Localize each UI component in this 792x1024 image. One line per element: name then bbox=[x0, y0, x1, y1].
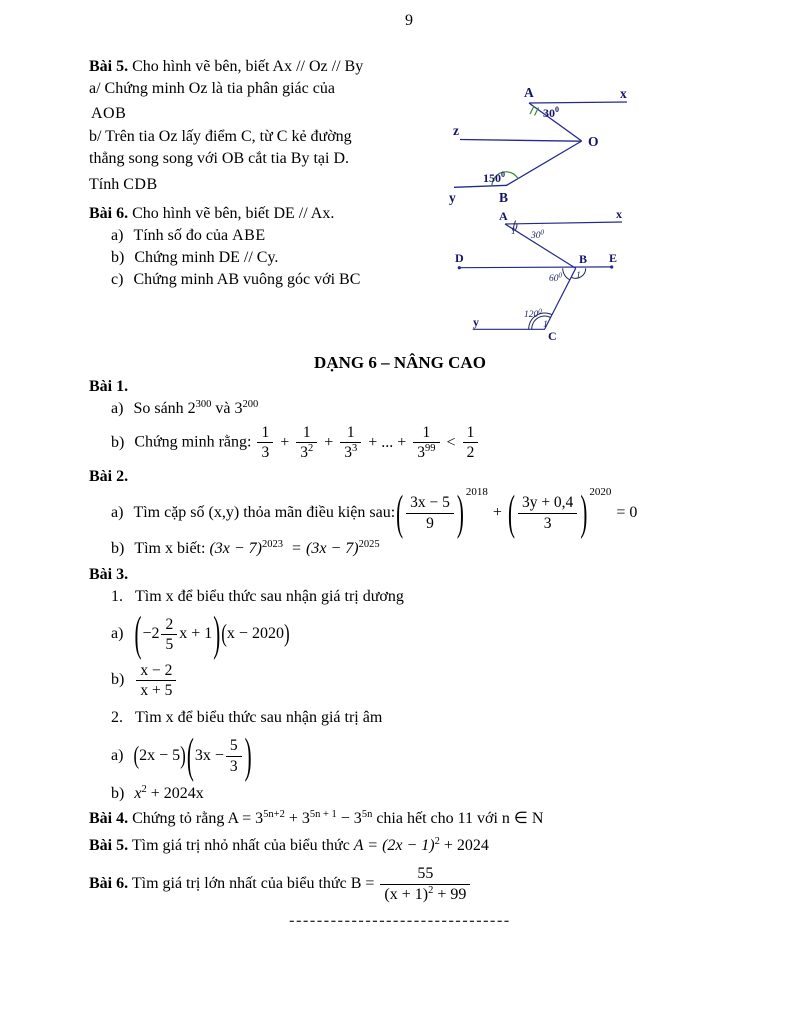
text: Tìm giá trị lớn nhất của biểu thức bbox=[131, 875, 347, 893]
fig1-label-x: x bbox=[620, 86, 627, 101]
bai5-item-a: a/ Chứng minh Oz là tia phân giác của bbox=[89, 80, 335, 97]
fig1-ray-yb bbox=[454, 185, 507, 187]
fig1-label-A: A bbox=[524, 85, 534, 100]
bai3-item-d bbox=[89, 783, 711, 805]
fraction: $\frac{55}{(x + 1)^2 + 99}$ bbox=[380, 865, 470, 904]
exponent: 2 bbox=[434, 836, 440, 848]
paren-glyph: ( bbox=[396, 484, 404, 540]
term: −2 bbox=[142, 625, 160, 643]
fig2-angle1-at-C: 1 bbox=[543, 320, 548, 330]
paren-group bbox=[133, 606, 221, 662]
bai5-tinh-line bbox=[89, 174, 451, 196]
bai1-label: Bài 1. bbox=[89, 378, 129, 395]
bai5-intro-line bbox=[89, 56, 451, 78]
dang6-section bbox=[89, 352, 711, 930]
fig1-angle-150: $150^0$ bbox=[483, 170, 505, 185]
fig1-label-z: z bbox=[453, 123, 459, 138]
item-b-text: Chứng minh DE // Cy. bbox=[134, 249, 279, 266]
term: x + 1 bbox=[179, 625, 213, 643]
fig2-line-de bbox=[459, 267, 611, 268]
bai6b-label: Bài 6. bbox=[89, 875, 129, 893]
paren-power-group bbox=[507, 484, 612, 540]
bai3-part1 bbox=[89, 586, 711, 608]
dashed-separator: -------------------------------- bbox=[289, 911, 511, 929]
angle-cdb: CDB bbox=[123, 176, 158, 193]
fraction: $\frac{1}{3^{99}}$ bbox=[413, 424, 439, 462]
and-word: và bbox=[215, 400, 231, 417]
exponent: 5n bbox=[361, 809, 373, 821]
bai5-label: Bài 5. bbox=[89, 58, 129, 75]
fig2-angle-30: $30^0$ bbox=[531, 228, 544, 241]
tinh-label: Tính bbox=[89, 176, 120, 193]
part-text: Tìm x để biểu thức sau nhận giá trị âm bbox=[135, 709, 383, 727]
page-number: 9 bbox=[405, 12, 413, 29]
bai4-line bbox=[89, 808, 711, 830]
bai5-item-b-line1: b/ Trên tia Oz lấy điểm C, từ C kẻ đường bbox=[89, 128, 352, 145]
fraction: $\frac{1}{2}$ bbox=[463, 424, 479, 462]
item-text: So sánh bbox=[133, 400, 184, 417]
fig1-ray-ax bbox=[529, 102, 627, 103]
bai1-item-a bbox=[89, 398, 711, 420]
part-number: 2. bbox=[111, 709, 123, 727]
bai5-item-b-line2: thẳng song song với OB cắt tia By tại D. bbox=[89, 150, 349, 167]
fig2-label-E: E bbox=[609, 251, 618, 265]
bai5b-line bbox=[89, 835, 711, 857]
paren-glyph: ) bbox=[180, 740, 186, 770]
plus-op: + bbox=[324, 433, 334, 451]
fig1-segment-ob bbox=[506, 141, 582, 186]
bai3-item-b bbox=[89, 662, 711, 700]
paren-glyph: ) bbox=[213, 606, 221, 662]
plus-op: + bbox=[492, 503, 502, 521]
bai2-item-a bbox=[89, 484, 711, 540]
exponent: 2020 bbox=[589, 485, 612, 498]
fraction: $\frac{1}{3^2}$ bbox=[296, 424, 317, 462]
equals-op: = bbox=[292, 539, 302, 557]
paren-glyph: ) bbox=[456, 484, 464, 540]
fig2-label-D: D bbox=[455, 251, 464, 265]
variable: x bbox=[134, 785, 142, 803]
item-number: a) bbox=[111, 503, 124, 521]
item-text: Chứng minh rằng: bbox=[134, 433, 252, 451]
paren-glyph: ( bbox=[186, 727, 194, 783]
fraction: $\frac{1}{3^3}$ bbox=[340, 424, 361, 462]
item-text: Tìm cặp số (x,y) thỏa mãn điều kiện sau: bbox=[133, 503, 396, 521]
bai6-intro-line bbox=[89, 203, 451, 225]
equals-zero: = 0 bbox=[616, 503, 638, 521]
paren-glyph: ( bbox=[134, 606, 142, 662]
bai6-label: Bài 6. bbox=[89, 205, 129, 222]
n-in-N: n ∈ N bbox=[501, 810, 544, 828]
bai6b-line bbox=[89, 865, 711, 904]
term: + 2024x bbox=[150, 785, 204, 803]
fig1-tick-1 bbox=[530, 106, 534, 114]
bai6-block bbox=[89, 203, 451, 291]
figure-1-parallel-lines bbox=[440, 82, 740, 207]
item-number: a) bbox=[111, 746, 124, 764]
paren-glyph: ) bbox=[283, 619, 290, 648]
figure-2-parallel-lines bbox=[440, 200, 740, 348]
fig2-angle1-at-B: 1 bbox=[576, 271, 581, 281]
fig1-ray-zo bbox=[460, 140, 581, 142]
text: chia hết cho 11 với bbox=[376, 810, 498, 828]
fig1-label-y: y bbox=[449, 190, 456, 205]
power-2-300: $2^{300}$ bbox=[187, 399, 212, 417]
exponent: 5n + 1 bbox=[309, 809, 337, 821]
fig2-ray-ax bbox=[505, 222, 622, 224]
less-than-op: < bbox=[446, 433, 456, 451]
expr: A = (2x − 1) bbox=[353, 837, 435, 855]
fig2-arc-60 bbox=[563, 268, 570, 280]
fig1-label-B: B bbox=[499, 190, 509, 205]
bai1-item-b bbox=[89, 424, 711, 462]
paren-power-group bbox=[395, 484, 488, 540]
exponent: 2023 bbox=[262, 538, 283, 550]
bai2-item-b bbox=[89, 538, 711, 560]
fraction: $\frac{x - 2}{x + 5}$ bbox=[136, 662, 176, 700]
bai3-item-c bbox=[89, 727, 711, 783]
paren-group bbox=[133, 740, 186, 770]
fraction: $\frac{1}{3}$ bbox=[257, 424, 273, 462]
paren-glyph: ) bbox=[580, 484, 588, 540]
dang6-heading: DẠNG 6 – NÂNG CAO bbox=[314, 353, 486, 372]
fig2-label-x: x bbox=[616, 207, 622, 221]
ellipsis-op: + ... + bbox=[368, 433, 407, 451]
item-number: b) bbox=[111, 433, 125, 451]
exponent: 2018 bbox=[465, 485, 488, 498]
lhs: B = bbox=[350, 875, 375, 893]
bai4-label: Bài 4. bbox=[89, 810, 129, 828]
bai5-block bbox=[89, 56, 451, 196]
expr: (3x − 7) bbox=[209, 539, 262, 557]
exponent: 2025 bbox=[358, 538, 380, 550]
bai3-part2 bbox=[89, 707, 711, 729]
bai5-intro: Cho hình vẽ bên, biết Ax // Oz // By bbox=[132, 58, 364, 75]
bai3-item-a bbox=[89, 606, 711, 662]
part-number: 1. bbox=[111, 587, 123, 605]
fig2-angle-120: $120^0$ bbox=[524, 307, 542, 320]
text: Tìm giá trị nhỏ nhất của biểu thức bbox=[131, 837, 350, 855]
fraction: $\frac{5}{3}$ bbox=[226, 737, 242, 775]
paren-glyph: ( bbox=[221, 619, 227, 648]
bai6-item-c bbox=[89, 269, 451, 291]
item-a-number: a) bbox=[111, 227, 124, 244]
plus-op: + bbox=[280, 433, 290, 451]
item-c-number: c) bbox=[111, 271, 124, 288]
bai6-item-b bbox=[89, 247, 451, 269]
term: x − 2020 bbox=[226, 625, 284, 643]
item-number: a) bbox=[111, 625, 124, 643]
fig2-point-E bbox=[610, 265, 613, 268]
paren-glyph: ( bbox=[507, 484, 515, 540]
item-number: b) bbox=[111, 785, 125, 803]
paren-group bbox=[186, 727, 253, 783]
fig2-angle1-at-A: 1 bbox=[511, 227, 516, 237]
fig1-angle-30: $30^0$ bbox=[543, 105, 559, 120]
item-c-text: Chứng minh AB vuông góc với BC bbox=[133, 271, 361, 288]
term: + 2024 bbox=[443, 837, 489, 855]
text: Chứng tỏ rằng A = 3 bbox=[132, 810, 264, 828]
bai3-label: Bài 3. bbox=[89, 565, 129, 583]
paren-glyph: ) bbox=[244, 727, 252, 783]
bai6-item-a bbox=[89, 225, 451, 247]
term: 2x − 5 bbox=[139, 746, 181, 764]
fraction: $\frac{3y + 0,4}{3}$ bbox=[518, 494, 577, 532]
paren-glyph: ( bbox=[133, 740, 140, 770]
item-b-number: b) bbox=[111, 249, 125, 266]
angle-aob: AOB bbox=[91, 105, 127, 122]
fig2-label-A: A bbox=[499, 209, 508, 223]
item-number: b) bbox=[111, 671, 125, 689]
item-number: a) bbox=[111, 400, 124, 417]
fig1-label-O: O bbox=[588, 134, 599, 149]
fig2-label-B: B bbox=[579, 252, 588, 266]
item-number: b) bbox=[111, 539, 125, 557]
fig2-label-y: y bbox=[473, 315, 479, 329]
bai2-label: Bài 2. bbox=[89, 467, 129, 485]
paren-group bbox=[221, 619, 290, 648]
fraction: $\frac{3x - 5}{9}$ bbox=[406, 494, 454, 532]
angle-abe: ABE bbox=[232, 227, 266, 244]
text: + 3 bbox=[288, 810, 310, 828]
part-text: Tìm x để biểu thức sau nhận giá trị dương bbox=[135, 587, 404, 605]
power-3-200: $3^{200}$ bbox=[234, 399, 259, 417]
fig2-point-D bbox=[458, 266, 461, 269]
bai5b-label: Bài 5. bbox=[89, 837, 129, 855]
term: 3x − bbox=[194, 746, 224, 764]
text: − 3 bbox=[340, 810, 362, 828]
fig2-angle-60: $60^0$ bbox=[549, 271, 562, 284]
fig2-label-C: C bbox=[548, 329, 557, 343]
item-text: Tìm x biết: bbox=[134, 539, 206, 557]
fraction: $\frac{2}{5}$ bbox=[161, 616, 177, 654]
exponent: 2 bbox=[141, 784, 147, 796]
item-a-text: Tính số đo của bbox=[133, 227, 229, 244]
bai6-intro: Cho hình vẽ bên, biết DE // Ax. bbox=[132, 205, 335, 222]
exponent: 5n+2 bbox=[263, 809, 285, 821]
expr: (3x − 7) bbox=[306, 539, 359, 557]
